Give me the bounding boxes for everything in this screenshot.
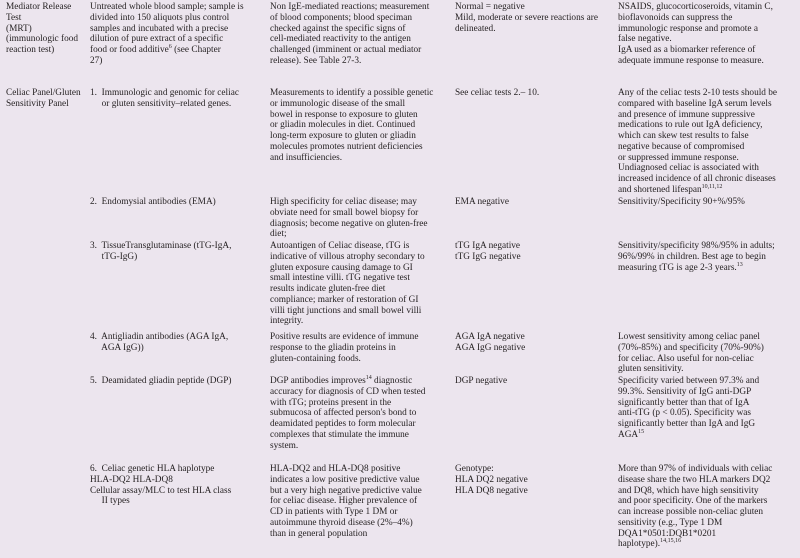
celiac-notes-5: Specificity varied between 97.3% and 99.3%. Sensitivity of IgG anti-DGP significantly better than that of IgA anti-tTG (p < 0.05). Specificity was significantly better than IgA and IgG AGA$^{15}$	[618, 376, 760, 440]
celiac-test-4: 4. Antigliadin antibodies (AGA IgA, AGA IgG))	[90, 332, 229, 353]
mrt-description: Untreated whole blood sample; sample is divided into 150 aliquots plus control samples and incubated with a precise dilution of pure extract of a specific food or food additive$^6$ (see Chapter 27)	[90, 2, 244, 66]
celiac-purpose-5: DGP antibodies improves$^{14}$ diagnostic accuracy for diagnosis of CD when tested with tTG; proteins present in the submucosa of affected person's bond to deamidated peptides to form molecular complexes that stimulate the immune system.	[270, 374, 426, 451]
celiac-normal-5: DGP negative	[455, 376, 508, 386]
celiac-notes-2: Sensitivity/Specificity 90+%/95%	[618, 197, 745, 207]
celiac-normal-2: EMA negative	[455, 197, 509, 207]
celiac-purpose-2: High specificity for celiac disease; may obviate need for small bowel biopsy for diagnosis; become negative on gluten-free diet;	[270, 197, 428, 240]
celiac-notes-1: Any of the celiac tests 2-10 tests should be compared with baseline IgA serum levels and presence of immune suppressive medications to rule out IgA deficiency, which can skew test results to false negative because of compromised or suppressed immune response. Undiagnosed celiac is associated with increased incidence of all chronic diseases and shortened lifespan$^{10,11,12}$	[618, 88, 778, 195]
celiac-purpose-3: Autoantigen of Celiac disease, tTG is indicative of villous atrophy secondary to gluten exposure causing damage to GI small intestine villi. tTG negative test results indicate gluten-free diet compliance; marker of restoration of GI villi tight junctions and small bowel villi integrity.	[270, 241, 425, 327]
celiac-normal-4: AGA IgA negative AGA IgG negative	[455, 332, 526, 353]
celiac-normal-6: Genotype: HLA DQ2 negative HLA DQ8 negative	[455, 464, 528, 496]
celiac-notes-6: More than 97% of individuals with celiac disease share the two HLA markers DQ2 and DQ8, which have high sensitivity and poor specificity. One of the markers can increase possible non-celiac gluten sensitivity (e.g., Type 1 DM DQA1*0501:DQB1*0201 haplotype).$^{14,15,16}$	[618, 464, 773, 550]
celiac-test-3: 3. TissueTransglutaminase (tTG-IgA, tTG-IgG)	[90, 241, 232, 262]
celiac-panel-name: Celiac Panel/Gluten Sensitivity Panel	[6, 88, 81, 109]
celiac-test-2: 2. Endomysial antibodies (EMA)	[90, 197, 216, 207]
celiac-notes-4: Lowest sensitivity among celiac panel (70%-85%) and specificity (70%-90%) for celiac. Also useful for non-celiac gluten sensitivity.	[618, 332, 764, 375]
celiac-normal-3: tTG IgA negative tTG IgG negative	[455, 241, 521, 262]
celiac-purpose-6: HLA-DQ2 and HLA-DQ8 positive indicates a low positive predictive value but a very high negative predictive value for celiac disease. Higher prevalence of CD in patients with Type 1 DM or autoimmune thyroid disease (2%–4%) than in general population	[270, 464, 422, 539]
celiac-purpose-1: Measurements to identify a possible genetic or immunologic disease of the small bowel in response to exposure to gluten or gliadin molecules in diet. Continued long-term exposure to gluten or gliadin molecules promotes nutrient deficiencies and insufficiencies.	[270, 88, 434, 163]
mrt-notes: NSAIDS, glucocorticoseroids, vitamin C, bioflavonoids can suppress the immunologic response and promote a false negative. IgA used as a biomarker reference of adequate immune response to measure.	[618, 2, 773, 66]
celiac-test-6: 6. Celiac genetic HLA haplotype HLA-DQ2 HLA-DQ8 Cellular assay/MLC to test HLA class II types	[90, 464, 232, 507]
mrt-normal: Normal = negative Mild, moderate or severe reactions are delineated.	[455, 2, 599, 34]
mrt-purpose: Non IgE-mediated reactions; measurement of blood components; blood speciman checked against the specific signs of cell-mediated reactivity to the antigen challenged (imminent or actual mediator release). See Table 27-3.	[270, 2, 430, 66]
celiac-notes-3: Sensitivity/specificity 98%/95% in adults; 96%/99% in children. Best age to begin measuring tTG is age 2-3 years.$^{13}$	[618, 241, 775, 273]
celiac-test-1: 1. Immunologic and genomic for celiac or gluten sensitivity–related genes.	[90, 88, 239, 109]
mrt-test-name: Mediator Release Test (MRT) (immunologic food reaction test)	[6, 2, 79, 55]
celiac-test-5: 5. Deamidated gliadin peptide (DGP)	[90, 376, 232, 386]
celiac-normal-1: See celiac tests 2.– 10.	[455, 88, 540, 98]
celiac-purpose-4: Positive results are evidence of immune response to the gliadin proteins in gluten-containing foods.	[270, 332, 419, 364]
